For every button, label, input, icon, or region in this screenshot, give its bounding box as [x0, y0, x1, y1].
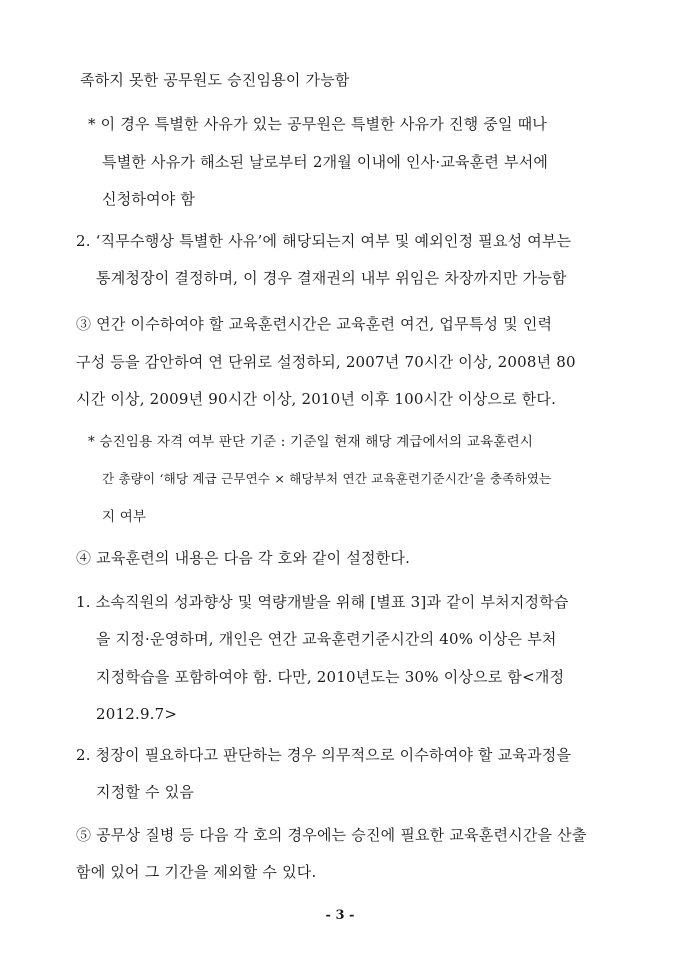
list-item-continuation: 2012.9.7> [96, 705, 178, 723]
paragraph-line: ⑤ 공무상 질병 등 다음 각 호의 경우에는 승진에 필요한 교육훈련시간을 산출 [76, 826, 587, 844]
list-item: 2. ‘직무수행상 특별한 사유’에 해당되는지 여부 및 예외인정 필요성 여부는 [76, 232, 572, 250]
note-line: * 승진임용 자격 여부 판단 기준 : 기준일 현재 해당 계급에서의 교육훈련시 [88, 434, 534, 450]
paragraph-line: 구성 등을 감안하여 연 단위로 설정하되, 2007년 70시간 이상, 2008년 80 [76, 353, 576, 371]
list-item-continuation: 을 지정·운영하며, 개인은 연간 교육훈련기준시간의 40% 이상은 부처 [96, 630, 557, 648]
paragraph-line: 함에 있어 그 기간을 제외할 수 있다. [76, 863, 317, 881]
list-item: 1. 소속직원의 성과향상 및 역량개발을 위해 [별표 3]과 같이 부처지정학습 [76, 593, 569, 611]
list-item: 2. 청장이 필요하다고 판단하는 경우 의무적으로 이수하여야 할 교육과정을 [76, 746, 572, 764]
note-line: * 이 경우 특별한 사유가 있는 공무원은 특별한 사유가 진행 중일 때나 [88, 115, 547, 133]
paragraph-line: ④ 교육훈련의 내용은 다음 각 호와 같이 설정한다. [76, 549, 411, 567]
note-line: 지 여부 [102, 509, 147, 525]
list-item-continuation: 지정학습을 포함하여야 함. 다만, 2010년도는 30% 이상으로 함<개정 [96, 668, 565, 686]
paragraph-line: ③ 연간 이수하여야 할 교육훈련시간은 교육훈련 여건, 업무특성 및 인력 [76, 315, 553, 333]
list-item-continuation: 통계청장이 결정하며, 이 경우 결재권의 내부 위임은 차장까지만 가능함 [96, 269, 567, 287]
list-item-continuation: 지정할 수 있음 [96, 783, 195, 801]
page-number: - 3 - [325, 908, 355, 923]
text-line: 족하지 못한 공무원도 승진임용이 가능함 [80, 71, 350, 89]
note-line: 신청하여야 함 [102, 190, 196, 208]
note-line: 특별한 사유가 해소된 날로부터 2개월 이내에 인사·교육훈련 부서에 [102, 153, 549, 171]
note-line: 간 총량이 ‘해당 계급 근무연수 × 해당부처 연간 교육훈련기준시간’을 충족하였는 [102, 471, 552, 486]
paragraph-line: 시간 이상, 2009년 90시간 이상, 2010년 이후 100시간 이상으로 한다. [76, 390, 557, 408]
